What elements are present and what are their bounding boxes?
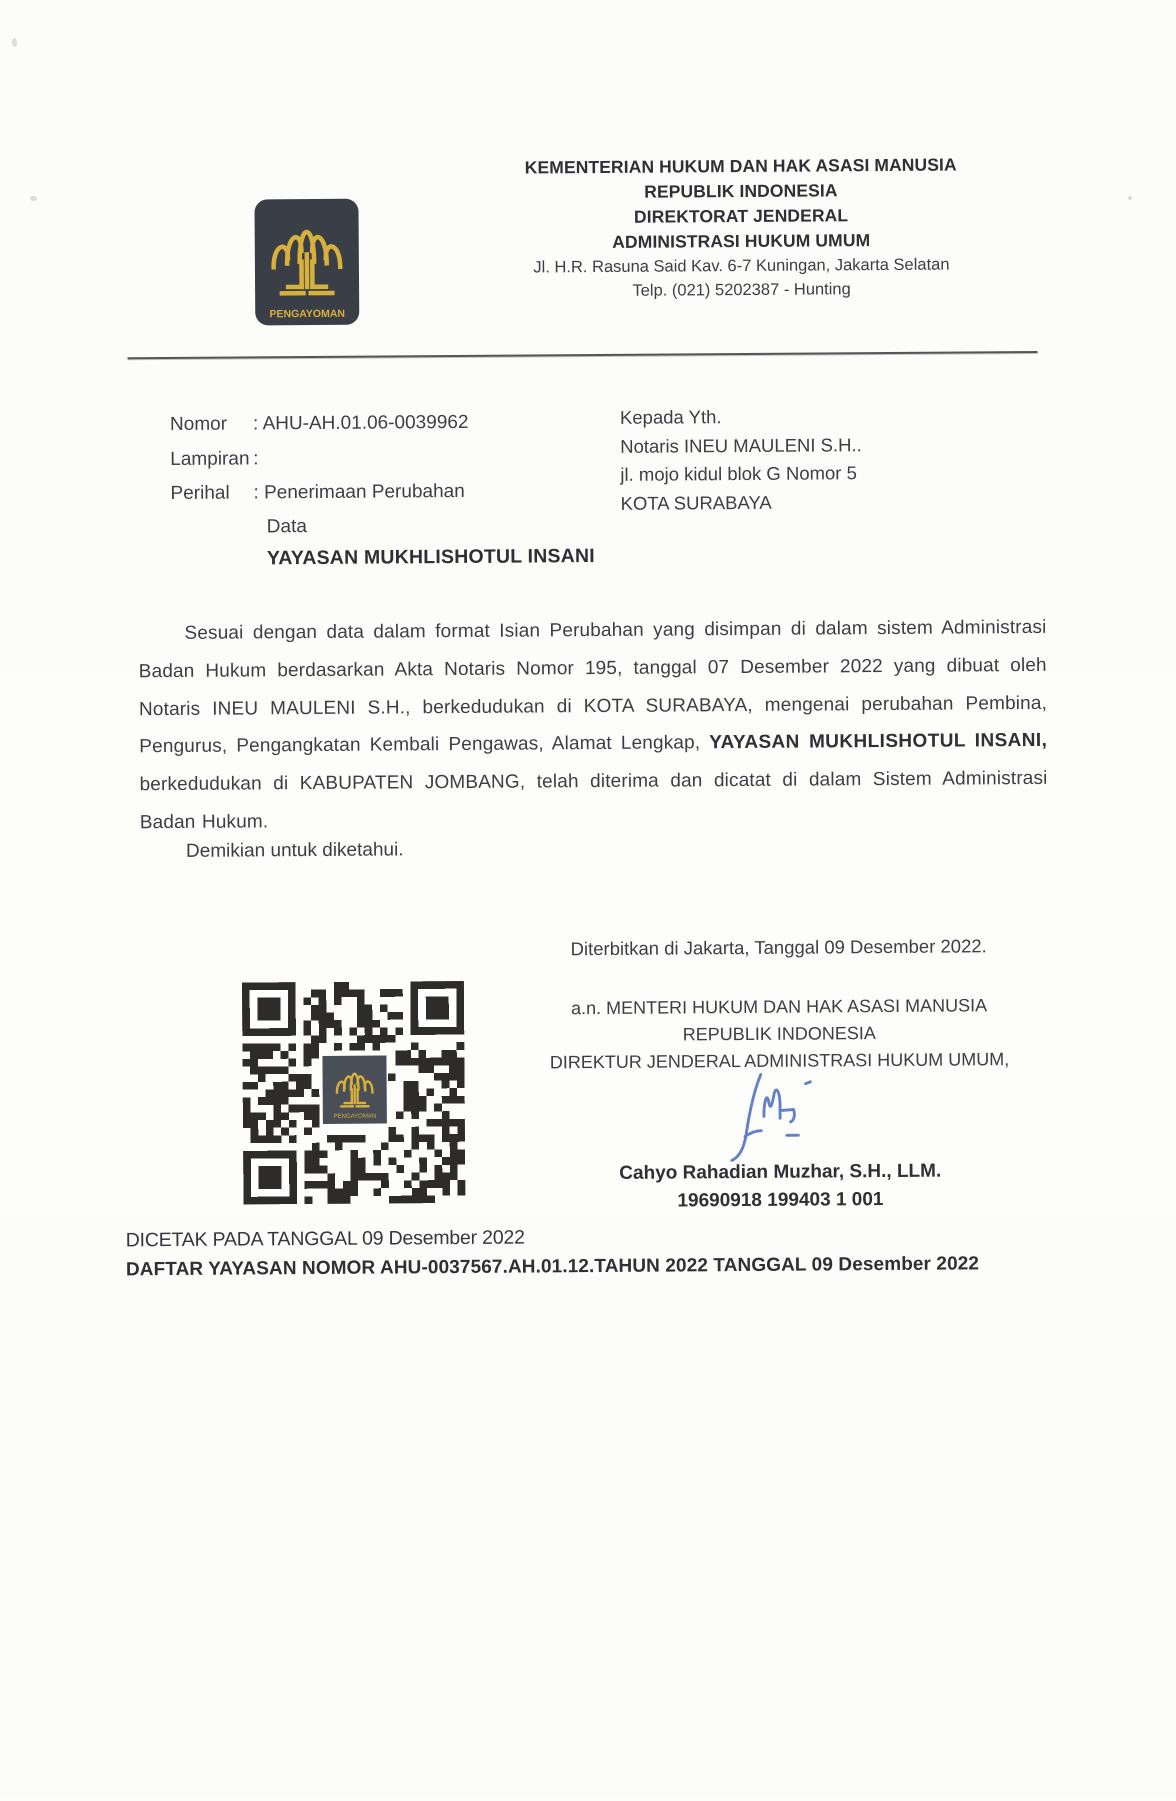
recipient-city: KOTA SURABAYA <box>620 491 772 514</box>
letterhead-phone: Telp. (021) 5202387 - Hunting <box>632 280 851 300</box>
letterhead-address: Jl. H.R. Rasuna Said Kav. 6-7 Kuningan, Jakarta Selatan <box>533 255 950 277</box>
signature <box>695 1066 836 1167</box>
on-behalf-republic: REPUBLIK INDONESIA <box>682 1023 876 1045</box>
perihal-value: : Penerimaan Perubahan <box>253 480 465 504</box>
printed-date-line: DICETAK PADA TANGGAL 09 Desember 2022 <box>125 1226 525 1252</box>
nomor-value: : AHU-AH.01.06-0039962 <box>252 411 469 435</box>
directorate-line: DIREKTORAT JENDERAL <box>633 205 849 227</box>
letterhead-divider <box>128 351 1038 359</box>
meta-row-perihal <box>170 474 600 512</box>
on-behalf-line: a.n. MENTERI HUKUM DAN HAK ASASI MANUSIA <box>570 995 988 1019</box>
meta-row-lampiran <box>170 439 600 477</box>
register-number-line: DAFTAR YAYASAN NOMOR AHU-0037567.AH.01.12.TAHUN 2022 TANGGAL 09 Desember 2022 <box>125 1253 980 1281</box>
recipient-street: jl. mojo kidul blok G Nomor 5 <box>620 462 857 485</box>
perihal-organization: YAYASAN MUKHLISHOTUL INSANI <box>266 544 595 569</box>
body-text-1: Sesuai dengan data dalam format Isian Perubahan yang disimpan di dalam sistem Administrasi Badan Hukum berdasarkan Akta Notaris Nomor 195, tanggal 07 Desember 2022 yang dibuat oleh Notaris INEU MAULENI S.H., berkedudukan di KOTA SURABAYA, mengenai perubahan Pembina, Pengurus, Pengangkatan Kembali Pengawas, Alamat Lengkap, <box>138 616 1048 758</box>
lampiran-label: Lampiran <box>170 447 250 470</box>
body-paragraph <box>138 609 1048 842</box>
republic-line: REPUBLIK INDONESIA <box>644 180 838 202</box>
signer-nip: 19690918 199403 1 001 <box>677 1189 884 1212</box>
logo-label: PENGAYOMAN <box>269 307 346 321</box>
ministry-name: KEMENTERIAN HUKUM DAN HAK ASASI MANUSIA <box>524 154 957 178</box>
administration-line: ADMINISTRASI HUKUM UMUM <box>612 230 871 252</box>
qr-emblem-icon <box>322 1056 386 1124</box>
signer-block <box>525 1157 1035 1217</box>
issued-line: Diterbitkan di Jakarta, Tanggal 09 Desember 2022. <box>570 935 987 960</box>
recipient-salutation: Kepada Yth. <box>619 406 722 428</box>
perihal-value-line2: Data <box>266 515 307 537</box>
pengayoman-emblem-icon <box>253 198 360 327</box>
body-org-name: YAYASAN MUKHLISHOTUL INSANI, <box>709 730 1048 754</box>
nomor-label: Nomor <box>169 413 228 436</box>
lampiran-value: : <box>253 447 259 469</box>
qr-logo-label: PENGAYOMAN <box>333 1113 377 1120</box>
ministry-logo <box>253 198 360 327</box>
signer-name: Cahyo Rahadian Muzhar, S.H., LLM. <box>619 1160 942 1184</box>
on-behalf-block <box>524 992 1035 1077</box>
closing-line: Demikian untuk diketahui. <box>185 839 404 862</box>
on-behalf-director: DIREKTUR JENDERAL ADMINISTRASI HUKUM UMUM, <box>549 1049 1010 1073</box>
letterhead <box>433 152 1049 304</box>
signature-ink-icon <box>695 1066 836 1167</box>
letter-meta <box>170 405 601 575</box>
recipient-block <box>620 401 981 518</box>
body-text-2: berkedudukan di KABUPATEN JOMBANG, telah diterima dan dicatat di dalam Sistem Administrasi Badan Hukum. <box>139 768 1048 834</box>
qr-center-logo <box>322 1056 386 1124</box>
qr-code <box>242 981 466 1205</box>
meta-row-nomor <box>170 405 600 443</box>
perihal-label: Perihal <box>170 482 230 504</box>
recipient-name: Notaris INEU MAULENI S.H.. <box>620 433 862 457</box>
